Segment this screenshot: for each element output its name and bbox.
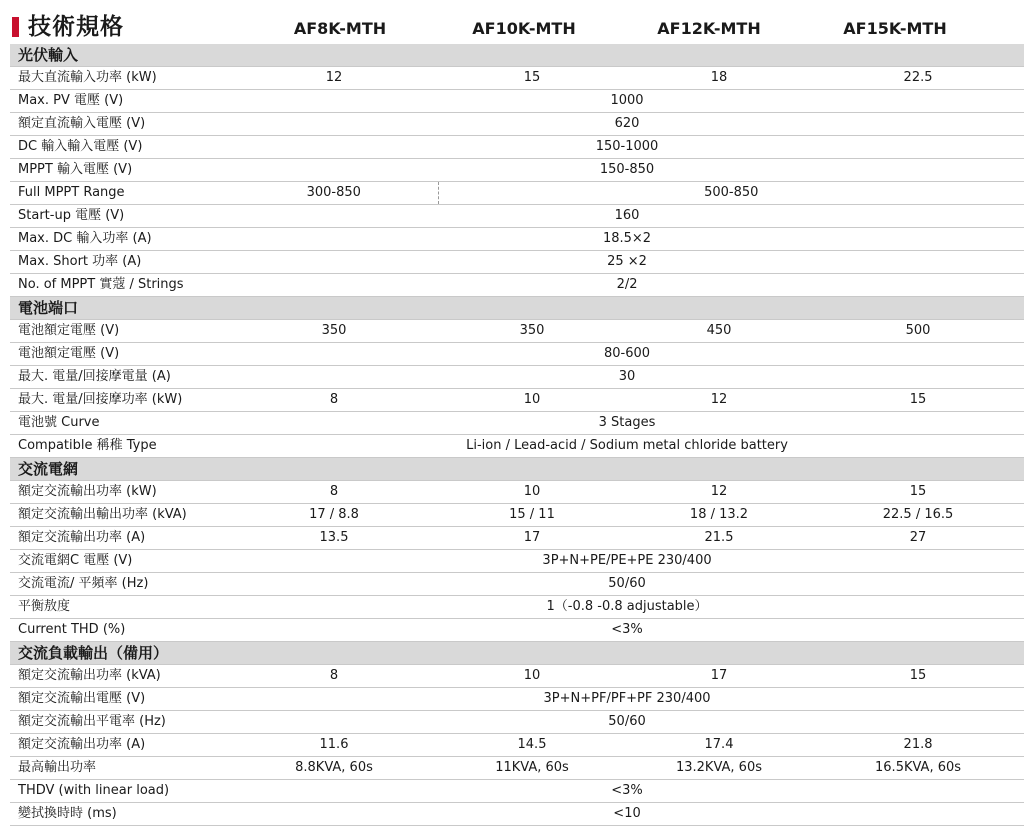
table-row [10, 205, 1024, 228]
spec-label: 最大. 電量/回接摩功率 (kW) [10, 389, 230, 412]
spec-value: 21.5 [626, 527, 812, 550]
section-header [10, 458, 1024, 481]
spec-label: 電池號 Curve [10, 412, 230, 435]
spec-value: 620 [230, 113, 1024, 136]
spec-value: 350 [230, 320, 438, 343]
table-row [10, 67, 1024, 90]
spec-value: 10 [438, 389, 626, 412]
spec-value: 30 [230, 366, 1024, 389]
table-row [10, 274, 1024, 297]
table-row [10, 573, 1024, 596]
spec-value: 15 [438, 67, 626, 90]
section-header [10, 642, 1024, 665]
spec-value: Li-ion / Lead-acid / Sodium metal chloride battery [230, 435, 1024, 458]
spec-label: 額定交流輸出功率 (A) [10, 734, 230, 757]
spec-value: 3P+N+PE/PE+PE 230/400 [230, 550, 1024, 573]
spec-label: 電池額定電壓 (V) [10, 320, 230, 343]
spec-value: 21.8 [812, 734, 1024, 757]
table-row [10, 734, 1024, 757]
spec-value: 10 [438, 481, 626, 504]
spec-header [0, 0, 1024, 44]
spec-value: 16.5KVA, 60s [812, 757, 1024, 780]
spec-value: 1000 [230, 90, 1024, 113]
spec-label: THDV (with linear load) [10, 780, 230, 803]
spec-label: Start-up 電壓 (V) [10, 205, 230, 228]
spec-label: 電池額定電壓 (V) [10, 343, 230, 366]
spec-value: 15 [812, 481, 1024, 504]
spec-value: 2/2 [230, 274, 1024, 297]
table-row [10, 757, 1024, 780]
spec-value: 12 [626, 481, 812, 504]
spec-value: 300-850 [230, 182, 438, 205]
spec-value: 22.5 [812, 67, 1024, 90]
table-row [10, 343, 1024, 366]
spec-label: 交流電網C 電壓 (V) [10, 550, 230, 573]
spec-value: 8.8KVA, 60s [230, 757, 438, 780]
spec-label: 交流電流/ 平頻率 (Hz) [10, 573, 230, 596]
spec-value: 3 Stages [230, 412, 1024, 435]
spec-label: 額定交流輸出功率 (kVA) [10, 665, 230, 688]
spec-value: 160 [230, 205, 1024, 228]
spec-value: 350 [438, 320, 626, 343]
spec-value: 13.5 [230, 527, 438, 550]
spec-value: 15 [812, 665, 1024, 688]
table-row [10, 481, 1024, 504]
section-title: 光伏輸入 [10, 44, 1024, 67]
section-header [10, 44, 1024, 67]
section-title: 電池端口 [10, 297, 1024, 320]
spec-label: Max. DC 輸入功率 (A) [10, 228, 230, 251]
spec-value: 17 / 8.8 [230, 504, 438, 527]
spec-value: 10 [438, 665, 626, 688]
spec-label: 最大直流輸入功率 (kW) [10, 67, 230, 90]
spec-label: 額定交流輸出平電率 (Hz) [10, 711, 230, 734]
table-row [10, 412, 1024, 435]
model-header: AF10K-MTH [472, 19, 576, 38]
table-row [10, 803, 1024, 826]
page-title: 技術規格 [28, 14, 124, 40]
table-row [10, 550, 1024, 573]
spec-value: 25 ×2 [230, 251, 1024, 274]
spec-value: 500-850 [438, 182, 1024, 205]
model-header: AF12K-MTH [657, 19, 761, 38]
spec-value: 8 [230, 389, 438, 412]
spec-label: MPPT 輸入電壓 (V) [10, 159, 230, 182]
spec-label: 變拭換時時 (ms) [10, 803, 230, 826]
spec-value: 18 / 13.2 [626, 504, 812, 527]
spec-value: 150-850 [230, 159, 1024, 182]
table-row [10, 527, 1024, 550]
spec-value: <3% [230, 780, 1024, 803]
spec-label: Current THD (%) [10, 619, 230, 642]
spec-value: 15 / 11 [438, 504, 626, 527]
spec-value: 14.5 [438, 734, 626, 757]
table-row [10, 780, 1024, 803]
table-row [10, 159, 1024, 182]
spec-value: 27 [812, 527, 1024, 550]
table-row [10, 251, 1024, 274]
spec-value: 150-1000 [230, 136, 1024, 159]
spec-label: 額定交流輸出功率 (kW) [10, 481, 230, 504]
spec-label: 最大. 電量/回接摩電量 (A) [10, 366, 230, 389]
section-title: 交流電網 [10, 458, 1024, 481]
spec-value: 18.5×2 [230, 228, 1024, 251]
spec-value: 1（-0.8 -0.8 adjustable） [230, 596, 1024, 619]
table-row [10, 182, 1024, 205]
spec-value: 50/60 [230, 711, 1024, 734]
spec-label: Compatible 稱稚 Type [10, 435, 230, 458]
spec-value: 11KVA, 60s [438, 757, 626, 780]
table-row [10, 711, 1024, 734]
spec-label: Max. Short 功率 (A) [10, 251, 230, 274]
spec-label: 平衡敖度 [10, 596, 230, 619]
model-header: AF8K-MTH [293, 19, 387, 38]
table-row [10, 389, 1024, 412]
table-row [10, 113, 1024, 136]
spec-value: 500 [812, 320, 1024, 343]
table-row [10, 619, 1024, 642]
spec-value: 17 [438, 527, 626, 550]
spec-label: 額定交流輸出功率 (A) [10, 527, 230, 550]
spec-value: <10 [230, 803, 1024, 826]
table-row [10, 665, 1024, 688]
spec-value: 22.5 / 16.5 [812, 504, 1024, 527]
spec-label: Full MPPT Range [10, 182, 230, 205]
spec-value: 3P+N+PF/PF+PF 230/400 [230, 688, 1024, 711]
spec-value: 80-600 [230, 343, 1024, 366]
spec-label: No. of MPPT 實蔻 / Strings [10, 274, 230, 297]
spec-table [10, 44, 1024, 826]
spec-value: 17 [626, 665, 812, 688]
spec-value: 17.4 [626, 734, 812, 757]
spec-value: 13.2KVA, 60s [626, 757, 812, 780]
section-title: 交流負載輸出（備用） [10, 642, 1024, 665]
spec-value: <3% [230, 619, 1024, 642]
table-row [10, 228, 1024, 251]
title-accent-bar [12, 17, 19, 37]
spec-value: 18 [626, 67, 812, 90]
table-row [10, 366, 1024, 389]
spec-value: 15 [812, 389, 1024, 412]
table-row [10, 596, 1024, 619]
table-row [10, 320, 1024, 343]
section-header [10, 297, 1024, 320]
spec-value: 50/60 [230, 573, 1024, 596]
spec-label: 最高輸出功率 [10, 757, 230, 780]
spec-label: 額定直流輸入電壓 (V) [10, 113, 230, 136]
spec-label: Max. PV 電壓 (V) [10, 90, 230, 113]
spec-value: 11.6 [230, 734, 438, 757]
spec-value: 12 [626, 389, 812, 412]
table-row [10, 435, 1024, 458]
model-header: AF15K-MTH [843, 19, 947, 38]
table-row [10, 90, 1024, 113]
table-row [10, 688, 1024, 711]
table-row [10, 136, 1024, 159]
table-row [10, 504, 1024, 527]
spec-value: 8 [230, 665, 438, 688]
spec-label: 額定交流輸出電壓 (V) [10, 688, 230, 711]
spec-label: DC 輸入輸入電壓 (V) [10, 136, 230, 159]
spec-value: 450 [626, 320, 812, 343]
spec-label: 額定交流輸出輸出功率 (kVA) [10, 504, 230, 527]
spec-value: 12 [230, 67, 438, 90]
spec-value: 8 [230, 481, 438, 504]
